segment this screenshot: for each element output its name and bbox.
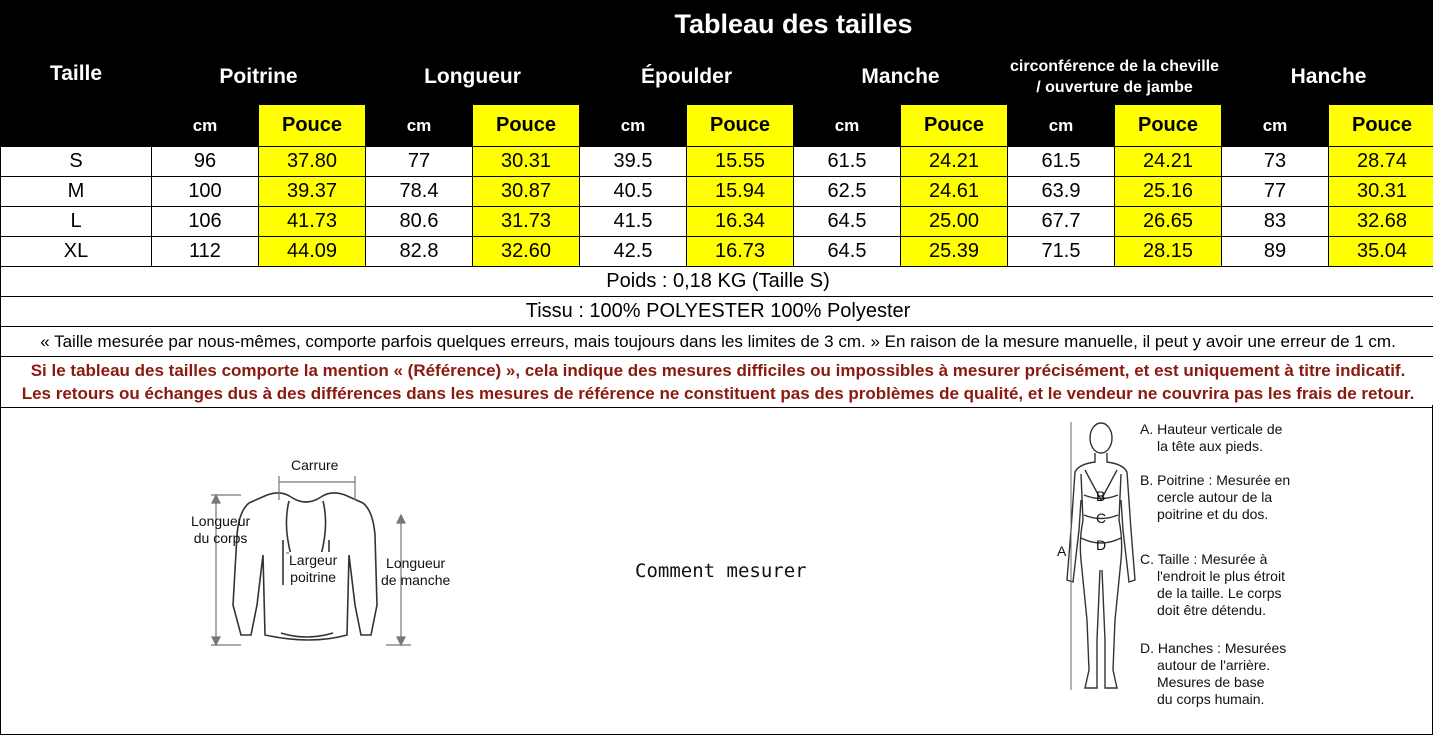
- value-inch-cell: 32.68: [1329, 207, 1433, 237]
- value-inch-cell: 25.00: [901, 207, 1008, 237]
- unit-cm: cm: [366, 105, 473, 147]
- letter-a: A: [1057, 543, 1067, 559]
- body-length-line1: Longueur: [191, 513, 251, 529]
- legend-a: [1140, 421, 1282, 455]
- legend-d-line3: Mesures de base: [1157, 674, 1265, 690]
- value-cm-cell: 80.6: [366, 207, 473, 237]
- legend-a-line2: la tête aux pieds.: [1157, 438, 1263, 454]
- value-inch-cell: 24.21: [1115, 147, 1222, 177]
- value-inch-cell: 15.94: [687, 177, 794, 207]
- col-cheville: [1008, 49, 1222, 105]
- legend-c-line4: doit être détendu.: [1157, 602, 1266, 618]
- value-inch-cell: 25.16: [1115, 177, 1222, 207]
- value-inch-cell: 26.65: [1115, 207, 1222, 237]
- legend-b: [1140, 472, 1290, 523]
- col-epaule: Époulder: [580, 49, 794, 105]
- legend-d: [1140, 640, 1286, 708]
- value-inch-cell: 30.87: [473, 177, 580, 207]
- value-cm-cell: 96: [152, 147, 259, 177]
- legend-c-line1: C. Taille : Mesurée à: [1140, 551, 1268, 567]
- value-cm-cell: 83: [1222, 207, 1329, 237]
- letter-b: B: [1096, 488, 1106, 504]
- value-cm-cell: 64.5: [794, 237, 901, 267]
- col-manche: Manche: [794, 49, 1008, 105]
- value-cm-cell: 71.5: [1008, 237, 1115, 267]
- value-cm-cell: 82.8: [366, 237, 473, 267]
- legend-b-line1: B. Poitrine : Mesurée en: [1140, 472, 1291, 488]
- unit-cm: cm: [1008, 105, 1115, 147]
- value-inch-cell: 24.21: [901, 147, 1008, 177]
- table-row: [1, 177, 1433, 207]
- value-inch-cell: 39.37: [259, 177, 366, 207]
- size-cell: XL: [1, 237, 152, 267]
- value-inch-cell: 44.09: [259, 237, 366, 267]
- size-cell: S: [1, 147, 152, 177]
- value-inch-cell: 32.60: [473, 237, 580, 267]
- value-inch-cell: 37.80: [259, 147, 366, 177]
- legend-a-line1: A. Hauteur verticale de: [1140, 421, 1283, 437]
- table-row: [1, 237, 1433, 267]
- value-inch-cell: 35.04: [1329, 237, 1433, 267]
- legend-d-line1: D. Hanches : Mesurées: [1140, 640, 1287, 656]
- legend-c-line3: de la taille. Le corps: [1157, 585, 1282, 601]
- value-cm-cell: 89: [1222, 237, 1329, 267]
- value-cm-cell: 106: [152, 207, 259, 237]
- chest-label: [289, 552, 337, 586]
- value-inch-cell: 28.15: [1115, 237, 1222, 267]
- letter-c: C: [1096, 510, 1107, 526]
- chart-title: Tableau des tailles: [152, 1, 1433, 49]
- warning-line2: Les retours ou échanges dus à des différences dans les mesures de référence ne constituent pas des problèmes de qualité, et le vendeur ne couvrira pas les frais de retour.: [21, 384, 1415, 403]
- shoulder-label: Carrure: [291, 457, 339, 473]
- value-cm-cell: 63.9: [1008, 177, 1115, 207]
- value-inch-cell: 41.73: [259, 207, 366, 237]
- value-inch-cell: 30.31: [1329, 177, 1433, 207]
- value-cm-cell: 67.7: [1008, 207, 1115, 237]
- value-cm-cell: 77: [366, 147, 473, 177]
- measurement-note: « Taille mesurée par nous-mêmes, comporte parfois quelques erreurs, mais toujours dans les limites de 3 cm. » En raison de la mesure manuelle, il peut y avoir une erreur de 1 cm.: [1, 327, 1433, 357]
- sleeve-length-line2: de manche: [381, 572, 451, 588]
- size-cell: L: [1, 207, 152, 237]
- legend-b-line3: poitrine et du dos.: [1157, 506, 1269, 522]
- value-cm-cell: 61.5: [1008, 147, 1115, 177]
- body-length-label: [191, 513, 250, 547]
- legend-d-line4: du corps humain.: [1157, 691, 1265, 707]
- table-row: [1, 147, 1433, 177]
- unit-pouce: Pouce: [687, 105, 794, 147]
- legend-c-line2: l'endroit le plus étroit: [1157, 568, 1285, 584]
- col-hanche: Hanche: [1222, 49, 1433, 105]
- unit-cm: cm: [152, 105, 259, 147]
- legend-b-line2: cercle autour de la: [1157, 489, 1273, 505]
- unit-pouce: Pouce: [259, 105, 366, 147]
- col-cheville-line2: / ouverture de jambe: [1036, 78, 1193, 96]
- value-inch-cell: 31.73: [473, 207, 580, 237]
- unit-pouce: Pouce: [1329, 105, 1433, 147]
- value-inch-cell: 24.61: [901, 177, 1008, 207]
- value-cm-cell: 64.5: [794, 207, 901, 237]
- value-cm-cell: 42.5: [580, 237, 687, 267]
- value-cm-cell: 77: [1222, 177, 1329, 207]
- value-inch-cell: 28.74: [1329, 147, 1433, 177]
- chest-line2: poitrine: [290, 569, 337, 585]
- unit-pouce: Pouce: [1115, 105, 1222, 147]
- weight-row: Poids : 0,18 KG (Taille S): [1, 267, 1433, 297]
- value-inch-cell: 25.39: [901, 237, 1008, 267]
- fabric-row: Tissu : 100% POLYESTER 100% Polyester: [1, 297, 1433, 327]
- value-inch-cell: 16.73: [687, 237, 794, 267]
- unit-pouce: Pouce: [901, 105, 1008, 147]
- chest-line1: Largeur: [289, 552, 338, 568]
- unit-cm: cm: [580, 105, 687, 147]
- warning-line1: Si le tableau des tailles comporte la mention « (Référence) », cela indique des mesures difficiles ou impossibles à mesurer précisément, et est uniquement à titre indicatif.: [30, 361, 1406, 380]
- value-cm-cell: 39.5: [580, 147, 687, 177]
- value-cm-cell: 62.5: [794, 177, 901, 207]
- value-cm-cell: 40.5: [580, 177, 687, 207]
- sleeve-length-line1: Longueur: [386, 555, 446, 571]
- value-inch-cell: 15.55: [687, 147, 794, 177]
- how-to-measure-panel: [0, 405, 1433, 735]
- value-inch-cell: 16.34: [687, 207, 794, 237]
- letter-d: D: [1096, 537, 1107, 553]
- unit-pouce: Pouce: [473, 105, 580, 147]
- col-cheville-line1: circonférence de la cheville: [1010, 57, 1219, 75]
- sleeve-length-label: [381, 555, 450, 589]
- col-poitrine: Poitrine: [152, 49, 366, 105]
- value-cm-cell: 100: [152, 177, 259, 207]
- unit-cm: cm: [794, 105, 901, 147]
- body-figure-icon: [1051, 410, 1151, 700]
- body-length-line2: du corps: [193, 530, 248, 546]
- value-cm-cell: 73: [1222, 147, 1329, 177]
- reference-warning: [1, 357, 1433, 408]
- table-row: [1, 207, 1433, 237]
- legend-d-line2: autour de l'arrière.: [1157, 657, 1271, 673]
- unit-cm: cm: [1222, 105, 1329, 147]
- col-longueur: Longueur: [366, 49, 580, 105]
- value-cm-cell: 61.5: [794, 147, 901, 177]
- size-header: Taille: [1, 1, 152, 147]
- size-cell: M: [1, 177, 152, 207]
- legend-c: [1140, 551, 1285, 619]
- how-to-measure-title: Comment mesurer: [635, 560, 807, 582]
- value-cm-cell: 78.4: [366, 177, 473, 207]
- value-inch-cell: 30.31: [473, 147, 580, 177]
- value-cm-cell: 112: [152, 237, 259, 267]
- value-cm-cell: 41.5: [580, 207, 687, 237]
